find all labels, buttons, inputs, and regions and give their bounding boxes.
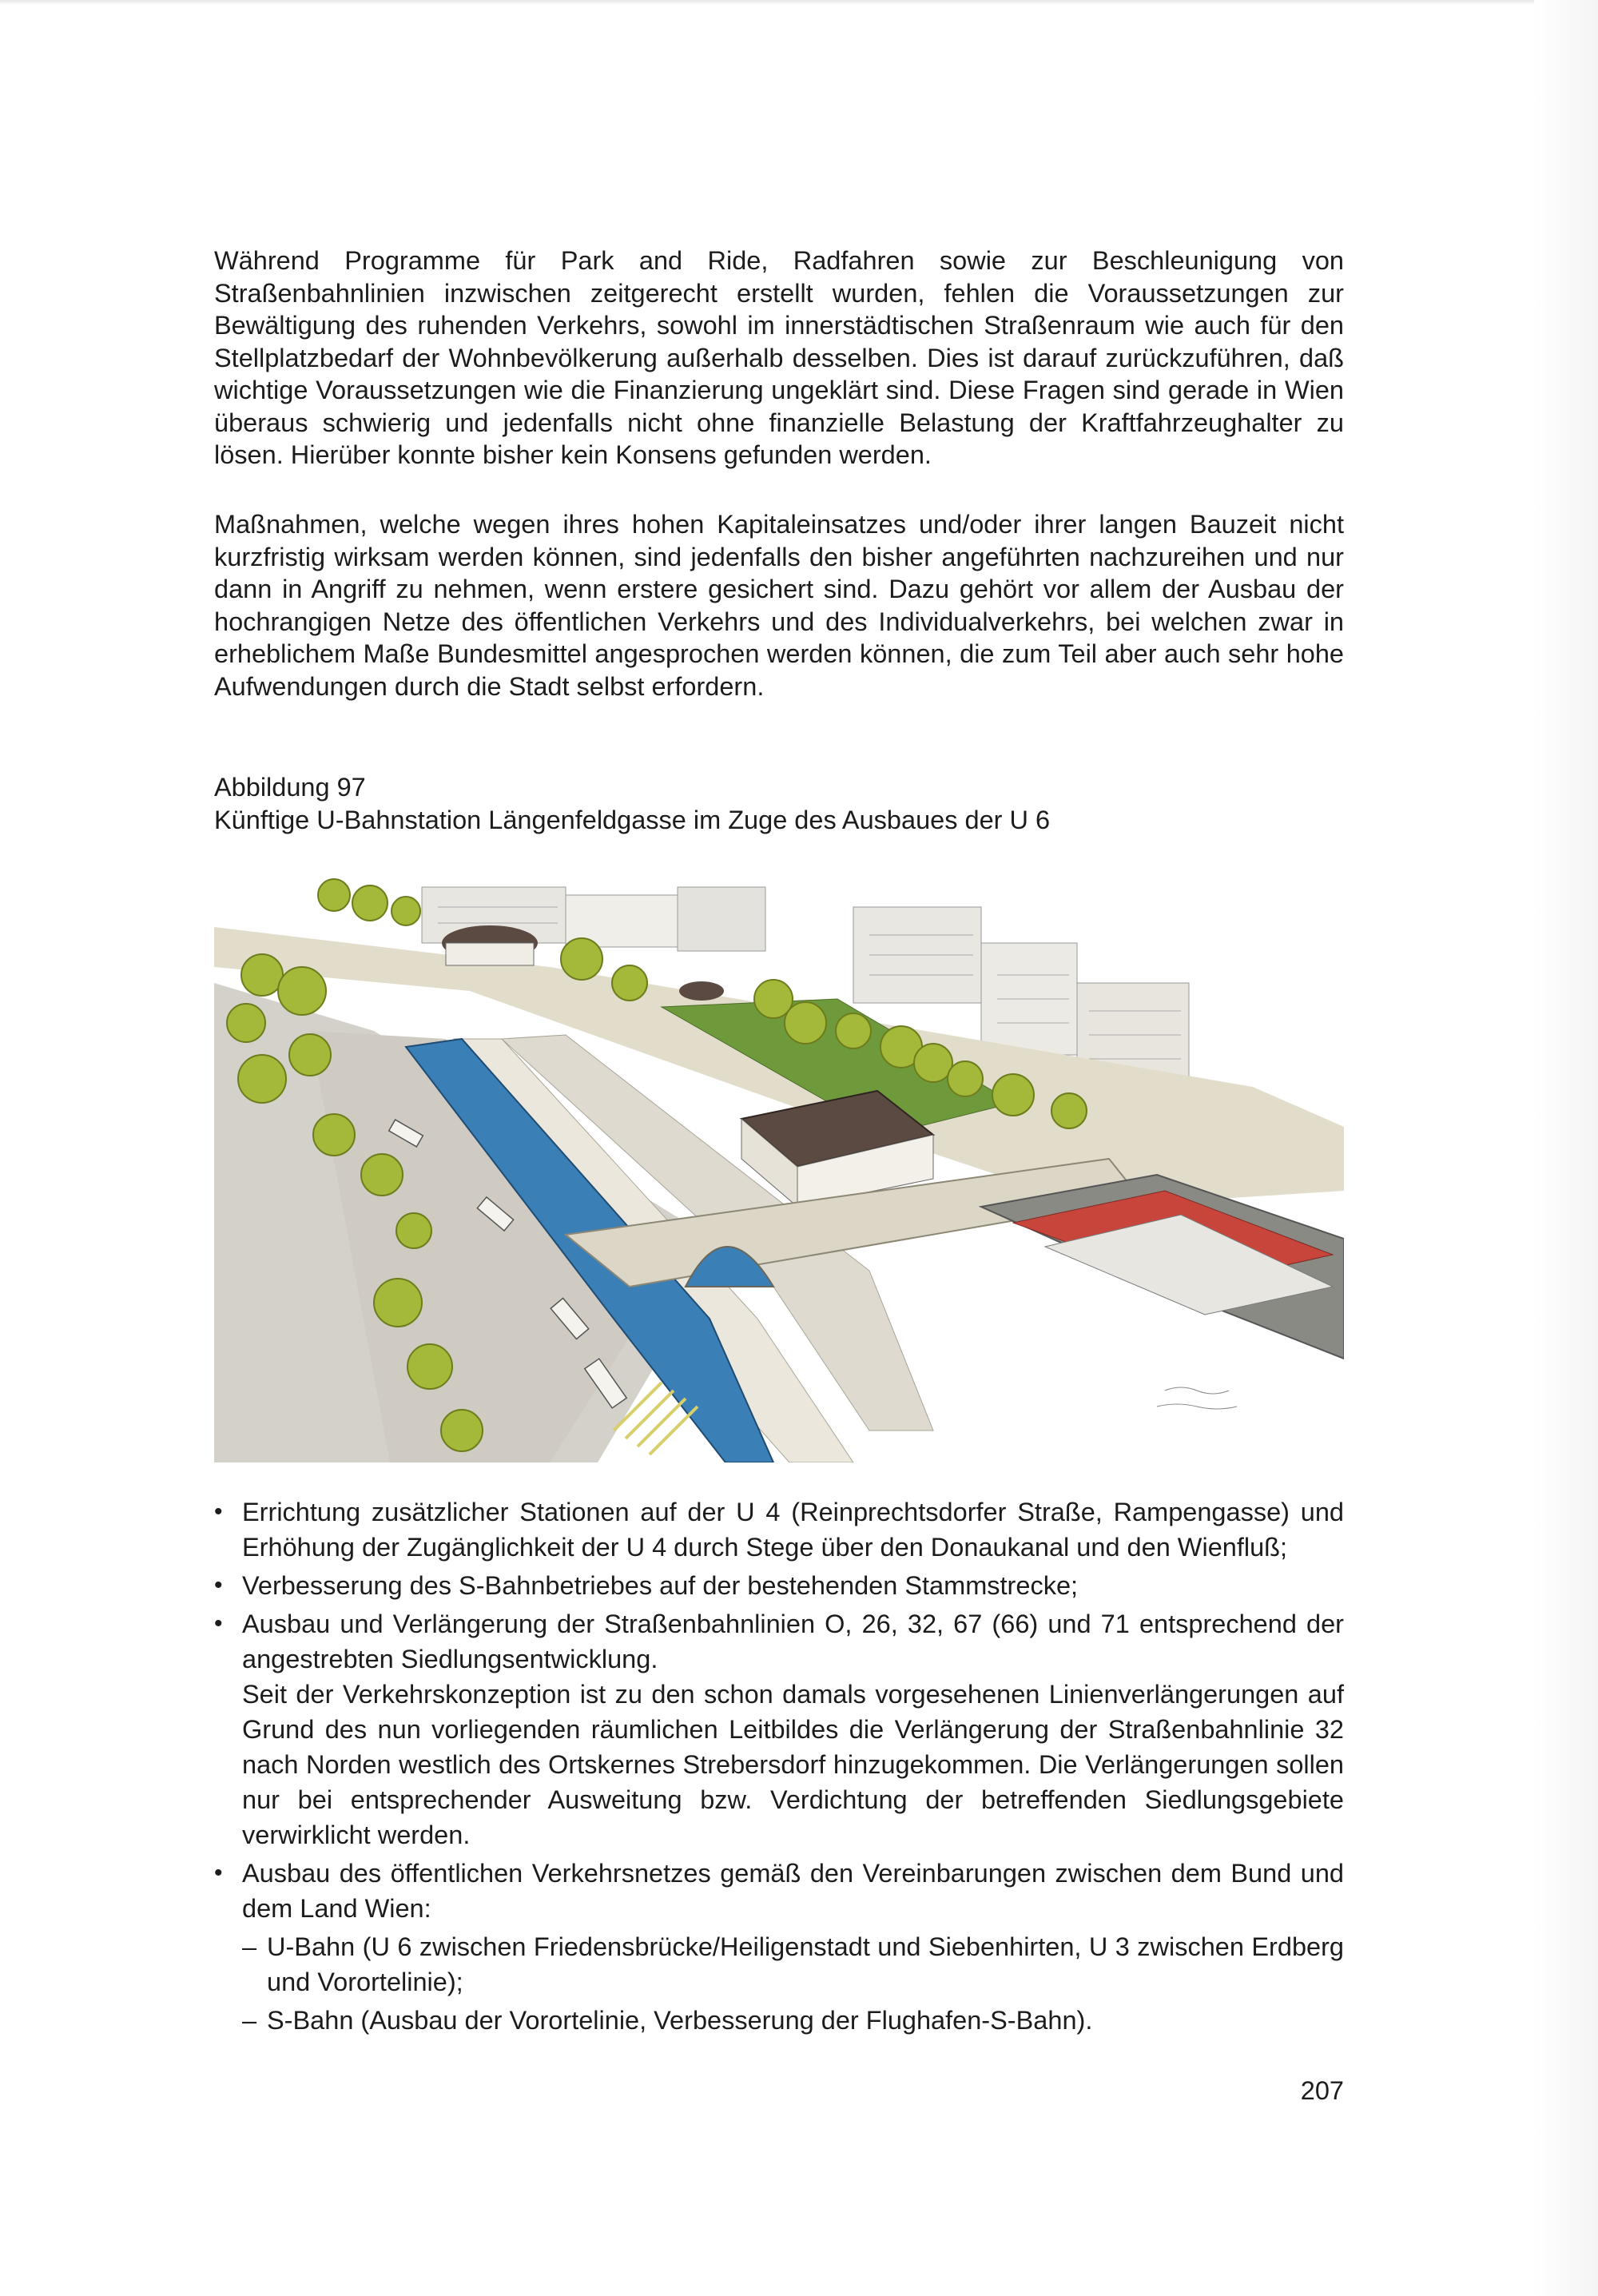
- bullet-dot: •: [214, 1498, 223, 1525]
- body-paragraph-2: Maßnahmen, welche wegen ihres hohen Kapitaleinsatzes und/oder ihrer langen Bauzeit nicht kurzfristig wirksam werden können, sind jedenfalls den bisher angeführten nachzureihen und nur dann in Angriff zu nehmen, wenn erstere gesichert sind. Dazu gehört vor allem der Ausbau der hochrangigen Netze des öffentlichen Verkehrs und des Individualverkehrs, bei welchen zwar in erheblichem Maße Bundesmittel angesprochen werden können, die zum Teil aber auch sehr hohe Aufwendungen durch die Stadt selbst erfordern.: [214, 510, 1344, 701]
- list-item-text: Errichtung zusätzlicher Stationen auf der U 4 (Reinprechtsdorfer Straße, Rampengasse) und Erhöhung der Zugänglichkeit der U 4 durch Stege über den Donaukanal und den Wienfluß;: [242, 1498, 1344, 1562]
- sub-list-item-text: S-Bahn (Ausbau der Vorortelinie, Verbesserung der Flughafen-S-Bahn).: [267, 2006, 1093, 2035]
- list-item-text: Ausbau und Verlängerung der Straßenbahnlinien O, 26, 32, 67 (66) und 71 entsprechend der angestrebten Siedlungsentwicklung.: [242, 1610, 1344, 1673]
- figure-label: Abbildung 97: [214, 773, 366, 802]
- list-item-text: Verbesserung des S-Bahnbetriebes auf der bestehenden Stammstrecke;: [242, 1571, 1079, 1600]
- sub-list-item: [214, 1929, 1344, 2000]
- list-item: [214, 1606, 1344, 1852]
- dash-mark: –: [242, 1932, 257, 1961]
- page-edge-top: [0, 0, 1598, 5]
- list-item: [214, 1856, 1344, 1926]
- artist-signature: [1157, 1387, 1237, 1409]
- sub-list-item: [214, 2003, 1344, 2038]
- station-illustration-drawing: [214, 871, 1344, 1462]
- bullet-dot: •: [214, 1572, 223, 1598]
- list-item: [214, 1494, 1344, 1565]
- dash-mark: –: [242, 2006, 257, 2035]
- train-tunnel: [981, 1175, 1344, 1359]
- figure-title: Künftige U-Bahnstation Längenfeldgasse im Zuge des Ausbaues der U 6: [214, 805, 1051, 834]
- sub-list-item-text: U-Bahn (U 6 zwischen Friedensbrücke/Heiligenstadt und Siebenhirten, U 3 zwischen Erdberg und Vorortelinie);: [267, 1932, 1344, 1996]
- bullet-dot: •: [214, 1610, 223, 1637]
- list-item-text: Ausbau des öffentlichen Verkehrsnetzes gemäß den Vereinbarungen zwischen dem Bund und dem Land Wien:: [242, 1859, 1344, 1923]
- bullet-list: [214, 1494, 1344, 2041]
- page-edge-right: [1534, 0, 1598, 2296]
- list-item: [214, 1568, 1344, 1603]
- bullet-dot: •: [214, 1860, 223, 1886]
- body-paragraph-1: Während Programme für Park and Ride, Radfahren sowie zur Beschleunigung von Straßenbahnlinien inzwischen zeitgerecht erstellt wurden, fehlen die Voraussetzungen zur Bewältigung des ruhenden Verkehrs, sowohl im innerstädtischen Straßenraum wie auch für den Stellplatzbedarf der Wohnbevölkerung außerhalb desselben. Dies ist darauf zurückzuführen, daß wichtige Voraussetzungen wie die Finanzierung ungeklärt sind. Diese Fragen sind gerade in Wien überaus schwierig und jedenfalls nicht ohne finanzielle Belastung der Kraftfahrzeughalter zu lösen. Hierüber konnte bisher kein Konsens gefunden werden.: [214, 246, 1344, 469]
- list-item-continuation: Seit der Verkehrskonzeption ist zu den schon damals vorgesehenen Linienverlängerungen auf Grund des nun vorliegenden räumlichen Leitbildes die Verlängerung der Straßenbahnlinie 32 nach Norden westlich des Ortskernes Strebersdorf hinzugekommen. Die Verlängerungen sollen nur bei entsprechender Ausweitung bzw. Verdichtung der betreffenden Siedlungsgebiete verwirklicht werden.: [242, 1680, 1344, 1849]
- station-illustration: [214, 871, 1344, 1462]
- figure-caption: [214, 771, 1344, 836]
- page-number: 207: [1300, 2076, 1344, 2105]
